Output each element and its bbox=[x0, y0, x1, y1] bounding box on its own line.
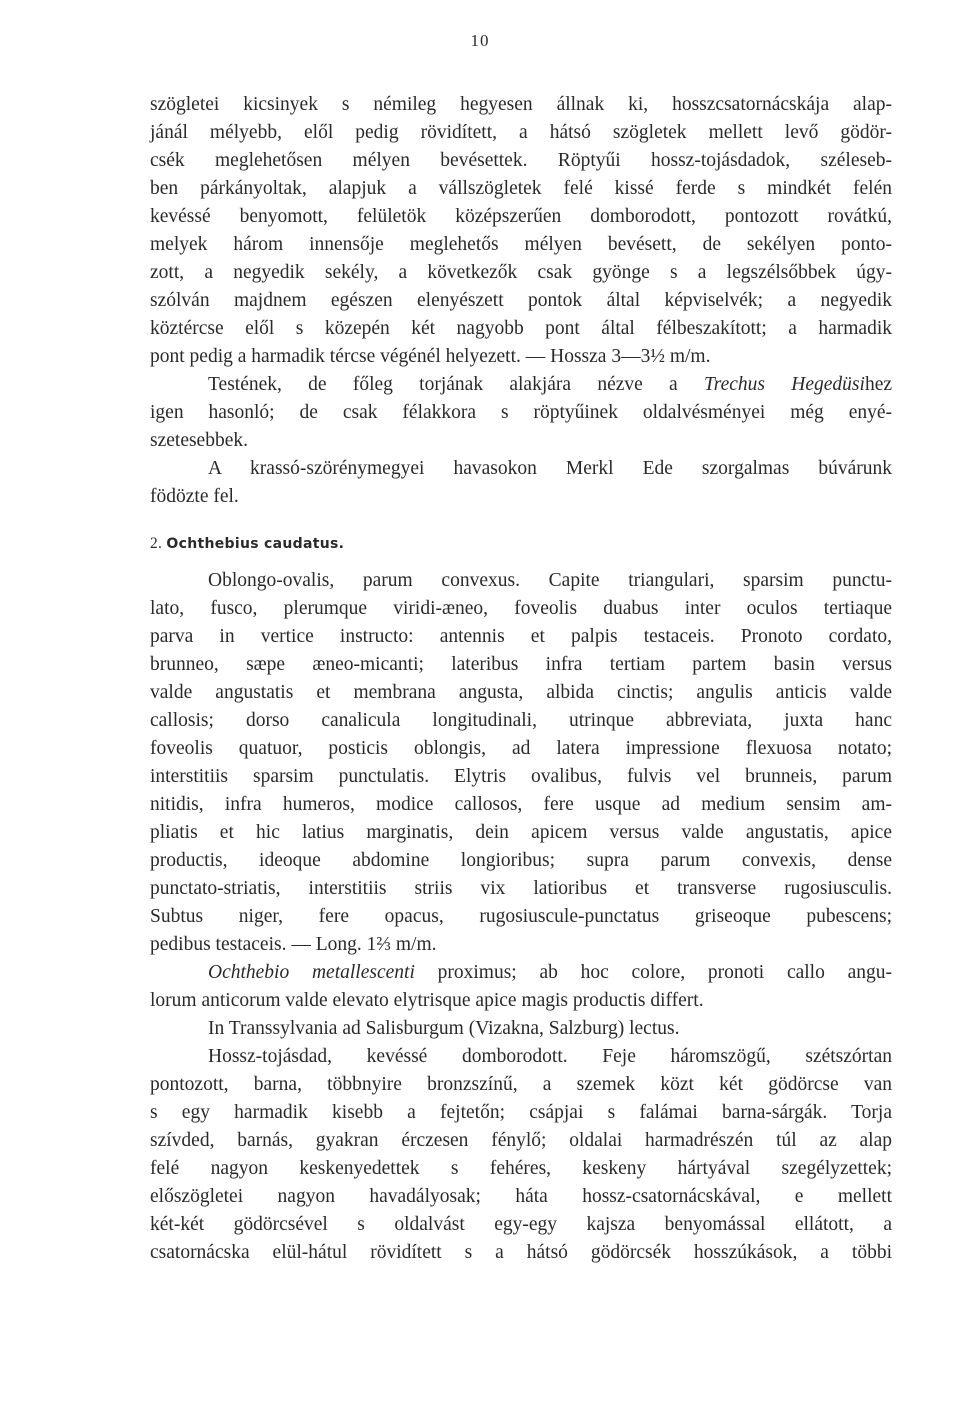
text-line: punctato-striatis, interstitiis striis vix latioribus et transverse rugosiusculis. bbox=[150, 878, 892, 899]
text-line: Hossz-tojásdad, kevéssé domborodott. Feje háromszögű, szétszórtan bbox=[208, 1046, 892, 1067]
text-line: foveolis quatuor, posticis oblongis, ad latera impressione flexuosa notato; bbox=[150, 738, 892, 759]
text-line: födözte fel. bbox=[150, 486, 239, 507]
text-line: jánál mélyebb, elől pedig rövidített, a hátsó szögletek mellett levő gödör- bbox=[150, 122, 892, 143]
text-line: nitidis, infra humeros, modice callosos, fere usque ad medium sensim am- bbox=[150, 794, 892, 815]
text-line: csatornácska elül-hátul rövidített s a hátsó gödörcsék hosszúkások, a többi bbox=[150, 1242, 892, 1263]
species-name: Ochthebio metallescenti bbox=[208, 962, 415, 983]
text-line: lorum anticorum valde elevato elytrisque apice magis productis differt. bbox=[150, 990, 704, 1011]
page-number: 10 bbox=[470, 31, 490, 50]
text-line: csék meglehetősen mélyen bevésettek. Röptyűi hossz-tojásdadok, széleseb- bbox=[150, 150, 892, 171]
text-line: köztércse elől s közepén két nagyobb pont által félbeszakított; a harmadik bbox=[150, 318, 892, 339]
text-line: parva in vertice instructo: antennis et palpis testaceis. Pronoto cordato, bbox=[150, 626, 892, 647]
text-line: s egy harmadik kisebb a fejtetőn; csápjai s falámai barna-sárgák. Torja bbox=[150, 1102, 892, 1123]
species-heading: Ochthebius caudatus. bbox=[166, 536, 345, 552]
text-line bbox=[208, 959, 892, 987]
section-heading bbox=[150, 530, 344, 558]
text-line bbox=[208, 371, 892, 399]
text-line: pedibus testaceis. — Long. 1⅔ m/m. bbox=[150, 934, 437, 955]
text-run: Testének, de főleg torjának alakjára nézve a bbox=[208, 374, 704, 395]
text-line: pliatis et hic latius marginatis, dein apicem versus valde angustatis, apice bbox=[150, 822, 892, 843]
text-line: lato, fusco, plerumque viridi-æneo, foveolis duabus inter oculos tertiaque bbox=[150, 598, 892, 619]
text-run: hez bbox=[864, 374, 892, 395]
text-line: két-két gödörcsével s oldalvást egy-egy kajsza benyomással ellátott, a bbox=[150, 1214, 892, 1235]
text-line: Oblongo-ovalis, parum convexus. Capite triangulari, sparsim punctu- bbox=[208, 570, 892, 591]
text-line: zott, a negyedik sekély, a következők csak gyönge s a legszélsőbbek úgy- bbox=[150, 262, 892, 283]
text-line: Subtus niger, fere opacus, rugosiuscule-punctatus griseoque pubescens; bbox=[150, 906, 892, 927]
text-line: ben párkányoltak, alapjuk a vállszögletek felé kissé ferde s mindkét felén bbox=[150, 178, 892, 199]
text-run: proximus; ab hoc colore, pronoti callo angu- bbox=[414, 962, 892, 983]
text-line: In Transsylvania ad Salisburgum (Vizakna, Salzburg) lectus. bbox=[208, 1018, 680, 1039]
text-line: pont pedig a harmadik tércse végénél helyezett. — Hossza 3—3½ m/m. bbox=[150, 346, 711, 367]
text-line: pontozott, barna, többnyire bronzszínű, a szemek közt két gödörcse van bbox=[150, 1074, 892, 1095]
text-line: A krassó-szörénymegyei havasokon Merkl Ede szorgalmas búvárunk bbox=[208, 458, 892, 479]
text-line: igen hasonló; de csak félakkora s röptyűinek oldalvésményei még enyé- bbox=[150, 402, 892, 423]
text-line: brunneo, sæpe æneo-micanti; lateribus infra tertiam partem basin versus bbox=[150, 654, 892, 675]
text-line: szívded, barnás, gyakran érczesen fénylő; oldalai harmadrészén túl az alap bbox=[150, 1130, 892, 1151]
section-number: 2. bbox=[150, 535, 163, 552]
text-line: callosis; dorso canalicula longitudinali, utrinque abbreviata, juxta hanc bbox=[150, 710, 892, 731]
text-line: előszögletei nagyon havadályosak; háta hossz-csatornácskával, e mellett bbox=[150, 1186, 892, 1207]
text-line: szögletei kicsinyek s némileg hegyesen állnak ki, hosszcsatornácskája alap- bbox=[150, 94, 892, 115]
text-line: melyek három innensője meglehetős mélyen bevésett, de sekélyen ponto- bbox=[150, 234, 892, 255]
text-line: szólván majdnem egészen elenyészett pontok által képviselvék; a negyedik bbox=[150, 290, 892, 311]
text-line: productis, ideoque abdomine longioribus; supra parum convexis, dense bbox=[150, 850, 892, 871]
text-line: szetesebbek. bbox=[150, 430, 248, 451]
species-name: Trechus Hegedüsi bbox=[703, 374, 865, 395]
text-line: interstitiis sparsim punctulatis. Elytris ovalibus, fulvis vel brunneis, parum bbox=[150, 766, 892, 787]
text-line: felé nagyon keskenyedettek s fehéres, keskeny hártyával szegélyzettek; bbox=[150, 1158, 892, 1179]
text-line: kevéssé benyomott, felületök középszerűen domborodott, pontozott rovátkú, bbox=[150, 206, 892, 227]
text-line: valde angustatis et membrana angusta, albida cinctis; angulis anticis valde bbox=[150, 682, 892, 703]
